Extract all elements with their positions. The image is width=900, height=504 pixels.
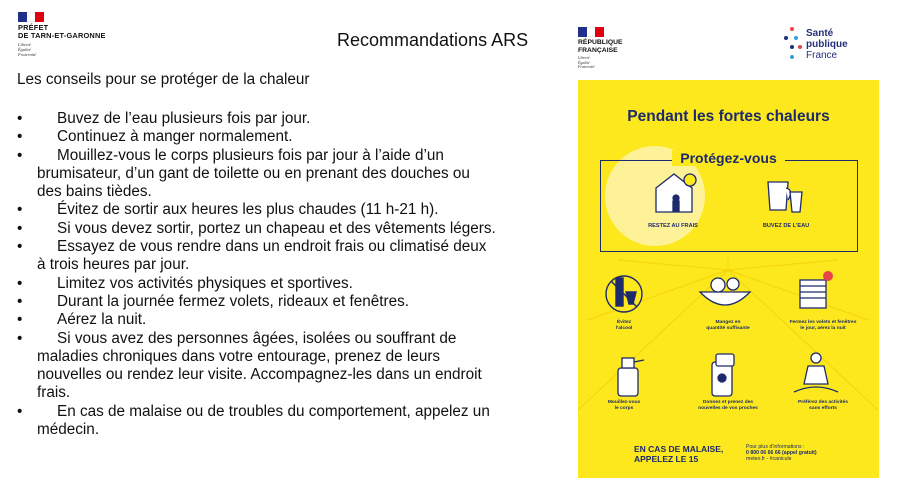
- sante-publique-france-logo: [784, 25, 864, 69]
- rf-motto: Liberté Égalité Fraternité: [578, 55, 595, 70]
- list-item: • Buvez de l’eau plusieurs fois par jour.: [17, 110, 311, 127]
- poster-title: Pendant les fortes chaleurs: [627, 108, 830, 125]
- info-text: Pour plus d’informations : 0 800 06 66 66 (appel gratuit) meteo.fr - #canicule: [746, 444, 817, 463]
- list-item: • Continuez à manger normalement.: [17, 128, 293, 146]
- list-item: • Aérez la nuit.: [17, 311, 147, 329]
- flag-icon: [18, 12, 44, 22]
- list-item: • Durant la journée fermez volets, rideaux et fenêtres.: [17, 292, 410, 310]
- advice-list: [17, 110, 497, 439]
- list-item: • Limitez vos activités physiques et sportives.: [17, 274, 353, 292]
- page-title: Recommandations ARS: [337, 30, 529, 50]
- caption-buvez-eau: BUVEZ DE L’EAU: [762, 223, 810, 229]
- house-icon: [656, 174, 696, 212]
- malaise-text: EN CAS DE MALAISE, APPELEZ LE 15: [634, 444, 724, 464]
- list-item: • Évitez de sortir aux heures les plus chaudes (11 h-21 h).: [17, 201, 439, 219]
- caption-mouillez: Mouillez-vous le corps: [607, 400, 641, 411]
- prefet-logo: [18, 12, 158, 57]
- prefet-line1: PRÉFET: [18, 23, 49, 32]
- prefet-motto: Liberté Égalité Fraternité: [18, 42, 37, 58]
- prefet-line2: DE TARN-ET-GARONNE: [18, 31, 106, 41]
- intro-heading: Les conseils pour se protéger de la chaleur: [17, 71, 310, 88]
- caption-manger: Mangez en quantité suffisante: [706, 320, 750, 331]
- spray-bottle-icon: [618, 358, 644, 396]
- spf-text: Santé publique France: [806, 28, 848, 61]
- heatwave-poster: [578, 80, 879, 478]
- water-jug-icon: [768, 182, 802, 212]
- flag-icon: [578, 27, 604, 37]
- meal-bowl-icon: [700, 278, 750, 305]
- list-item: • Si vous devez sortir, portez un chapeau et des vêtements légers.: [17, 219, 496, 237]
- caption-restez-au-frais: RESTEZ AU FRAIS: [648, 223, 698, 229]
- caption-alcool: Évitez l’alcool: [615, 320, 633, 331]
- list-item: • Essayez de vous rendre dans un endroit frais ou climatisé deux à trois heures par jour.: [17, 238, 487, 274]
- republique-francaise-logo: [578, 27, 658, 70]
- caption-nouvelles: Donnez et prenez des nouvelles de vos proches: [698, 400, 758, 411]
- poster-pictograms: [578, 80, 879, 478]
- phone-icon: [712, 354, 734, 396]
- protect-heading: Protégez-vous: [578, 150, 879, 168]
- caption-activites: Préférez des activités sans efforts: [797, 400, 849, 411]
- list-item: • Si vous avez des personnes âgées, isolées ou souffrant de maladies chroniques dans votre entourage, prenez de leurs nouvelles ou rendez leur visite. Accompagnez-les dans un endroit frais.: [17, 329, 482, 402]
- rf-line1: RÉPUBLIQUE: [578, 39, 623, 46]
- caption-volets: Fermez les volets et fenêtres le jour, aérez la nuit: [789, 320, 857, 331]
- list-item: • En cas de malaise ou de troubles du comportement, appelez un médecin.: [17, 402, 490, 439]
- shutters-icon: [800, 271, 833, 308]
- rf-line2: FRANÇAISE: [578, 46, 618, 54]
- list-item: • Mouillez-vous le corps plusieurs fois par jour à l’aide d’un brumisateur, d’un gant de toilette ou en prenant des douches ou des bains tièdes.: [17, 146, 470, 201]
- meditation-icon: [794, 353, 838, 392]
- no-alcohol-icon: [606, 276, 642, 312]
